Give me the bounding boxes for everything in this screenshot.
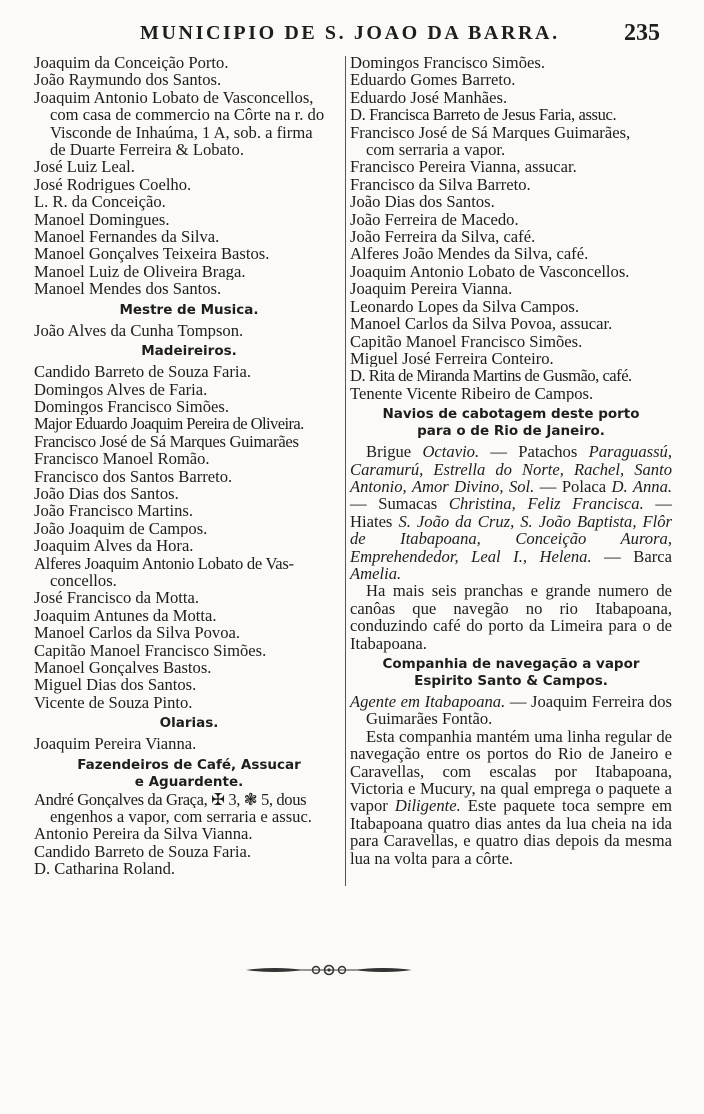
list-item: João Dias dos Santos. <box>350 193 495 211</box>
list-item: Joaquim Alves da Hora. <box>34 537 194 555</box>
section-heading-line: Companhia de navegação a vapor <box>382 656 640 672</box>
list-item: Francisco José de Sá Marques Guimarães <box>34 432 299 451</box>
list-item: Francisco Manoel Romão. <box>34 450 210 468</box>
agent-paragraph <box>350 693 672 728</box>
right-column <box>350 54 672 867</box>
vessel-type-label: — Hiates <box>350 494 672 531</box>
column-divider <box>345 56 346 886</box>
list-item: Manoel Gonçalves Bastos. <box>34 659 212 677</box>
list-item: Antonio Pereira da Silva Vianna. <box>34 825 253 843</box>
list-item: de Duarte Ferreira & Lobato. <box>50 141 244 159</box>
vessel-name: Octavio. <box>422 442 480 462</box>
company-text: Esta companhia mantém uma linha regular de navegação entre os portos do Rio de Janeiro e Caravellas, com escalas por Itabapoana, Victoria e Mucury, na qual emprega o paquete a vapor <box>350 726 672 816</box>
list-item: Joaquim Pereira Vianna. <box>350 280 513 298</box>
section-heading-line: Espirito Santo & Campos. <box>414 673 608 689</box>
list-item: L. R. da Conceição. <box>34 193 166 211</box>
vessel-type-label: — Patachos <box>490 442 578 462</box>
list-item: José Rodrigues Coelho. <box>34 175 192 194</box>
list-item: Leonardo Lopes da Silva Campos. <box>350 297 580 316</box>
list-item: Francisco José de Sá Marques Guimarães, <box>350 123 631 142</box>
list-item: Visconde de Inhaúma, 1 A, sob. a firma <box>50 123 313 142</box>
list-item: Joaquim da Conceição Porto. <box>34 54 229 72</box>
section-heading-line: e Aguardente. <box>134 773 244 790</box>
section-heading-mestre: Mestre de Musica. <box>119 301 259 318</box>
ship-name: Diligente. <box>394 796 461 816</box>
list-item: Joaquim Antonio Lobato de Vasconcellos, <box>34 88 314 107</box>
left-column <box>34 54 344 878</box>
vessel-type-label: — Polaca <box>539 476 607 496</box>
vessel-name: Amelia. <box>350 563 402 583</box>
list-item: Tenente Vicente Ribeiro de Campos. <box>350 384 594 403</box>
list-item: Capitão Manoel Francisco Simões. <box>350 332 583 350</box>
list-item: Joaquim Antonio Lobato de Vasconcellos. <box>350 262 630 281</box>
section-heading-line: Fazendeiros de Café, Assucar <box>77 756 301 773</box>
section-heading-madeireiros: Madeireiros. <box>141 343 237 360</box>
list-item: Manoel Carlos da Silva Povoa, assucar. <box>350 315 613 333</box>
list-item: Manoel Gonçalves Teixeira Bastos. <box>34 245 270 263</box>
page-number: 235 <box>624 20 660 46</box>
vessel-name: Christina, Feliz Francisca. <box>448 494 644 514</box>
list-item: Candido Barreto de Souza Faria. <box>34 842 252 861</box>
section-heading-navios <box>350 406 672 440</box>
list-item: José Francisco da Motta. <box>34 589 199 607</box>
vessels-paragraph <box>350 443 672 582</box>
agent-name: — Joaquim Ferreira dos Guimarães Fontão. <box>366 692 672 729</box>
list-item: Manoel Carlos da Silva Povoa. <box>34 624 241 642</box>
list-item: Manoel Fernandes da Silva. <box>34 228 220 246</box>
list-item: José Luiz Leal. <box>34 158 135 176</box>
list-item: João Ferreira da Silva, café. <box>350 228 536 246</box>
list-item: D. Rita de Miranda Martins de Gusmão, café. <box>350 367 632 385</box>
list-item: Francisco dos Santos Barreto. <box>34 467 233 485</box>
list-item: Francisco da Silva Barreto. <box>350 175 531 194</box>
list-item: Manoel Luiz de Oliveira Braga. <box>34 262 246 281</box>
company-paragraph <box>350 728 672 867</box>
list-item: Capitão Manoel Francisco Simões. <box>34 641 267 659</box>
list-item: João Joaquim de Campos. <box>34 519 208 538</box>
list-item: com casa de commercio na Côrte na r. do <box>50 106 325 124</box>
vessel-type-label: Brigue <box>366 442 412 462</box>
list-item: João Ferreira de Macedo. <box>350 210 519 229</box>
list-item: João Raymundo dos Santos. <box>34 71 222 89</box>
page-header <box>0 18 704 48</box>
list-item: Francisco Pereira Vianna, assucar. <box>350 158 577 176</box>
vessel-name: S. João da Cruz, S. João Baptista, Flôr de Itabapoana, Conceição Aurora, Emprehendedor, Leal I., Helena. <box>350 511 672 566</box>
list-item: Manoel Domingues. <box>34 210 170 229</box>
vessel-type-label: — Barca <box>604 546 672 566</box>
list-item: D. Francisca Barreto de Jesus Faria, assuc. <box>350 106 617 124</box>
list-item: concellos. <box>50 571 117 590</box>
vessel-name: Paraguassú, Caramurú, Estrella do Norte, Rachel, Santo Antonio, Amor Divino, Sol. <box>350 442 673 496</box>
list-item: Eduardo José Manhães. <box>350 88 508 107</box>
section-heading-companhia <box>350 656 672 690</box>
list-item: D. Catharina Roland. <box>34 860 176 878</box>
list-item: João Dias dos Santos. <box>34 484 179 503</box>
section-heading-olarias: Olarias. <box>159 715 219 732</box>
section-heading-line: para o de Rio de Janeiro. <box>417 423 605 440</box>
list-item: André Gonçalves da Graça, ✠ 3, ❃ 5, dous <box>34 790 307 809</box>
section-heading-fazendeiros <box>34 757 344 791</box>
list-item: Candido Barreto de Souza Faria. <box>34 363 252 381</box>
list-item: Domingos Francisco Simões. <box>350 54 545 72</box>
company-text: Este paquete toca sempre em Itabapoana quatro dias antes da lua cheia na ida para Caravellas, e quatro dias depois da mesma lua na volta para a côrte. <box>350 796 672 868</box>
list-item: Domingos Francisco Simões. <box>34 397 229 416</box>
list-item: com serraria a vapor. <box>366 141 506 159</box>
section-heading-line: Navios de cabotagem deste porto <box>382 406 640 423</box>
list-item: Miguel José Ferreira Conteiro. <box>350 349 554 368</box>
agent-label: Agente em Itabapoana. <box>350 692 506 711</box>
pranchas-paragraph: Ha mais seis pranchas e grande numero de canôas que navegão no rio Itabapoana, conduzindo café do porto da Limeira para o de Itabapoana. <box>350 581 672 653</box>
list-item: Joaquim Antunes da Motta. <box>34 606 217 625</box>
list-item: Alferes Joaquim Antonio Lobato de Vas- <box>34 554 294 572</box>
running-title: MUNICIPIO DE S. JOAO DA BARRA. <box>140 22 560 44</box>
list-item: Eduardo Gomes Barreto. <box>350 71 516 89</box>
list-item: Major Eduardo Joaquim Pereira de Oliveira. <box>34 415 304 433</box>
list-item: Domingos Alves de Faria. <box>34 380 208 398</box>
list-item: João Alves da Cunha Tompson. <box>34 321 244 340</box>
list-item: Alferes João Mendes da Silva, café. <box>350 245 589 263</box>
decorative-flourish-icon <box>244 960 414 980</box>
list-item: João Francisco Martins. <box>34 502 193 520</box>
vessel-type-label: — Sumacas <box>350 494 438 514</box>
list-item: Vicente de Souza Pinto. <box>34 693 193 712</box>
list-item: Manoel Mendes dos Santos. <box>34 280 222 298</box>
list-item: Miguel Dias dos Santos. <box>34 676 197 694</box>
list-item: engenhos a vapor, com serraria e assuc. <box>50 808 312 826</box>
vessel-name: D. Anna. <box>611 476 673 496</box>
list-item: Joaquim Pereira Vianna. <box>34 735 197 753</box>
